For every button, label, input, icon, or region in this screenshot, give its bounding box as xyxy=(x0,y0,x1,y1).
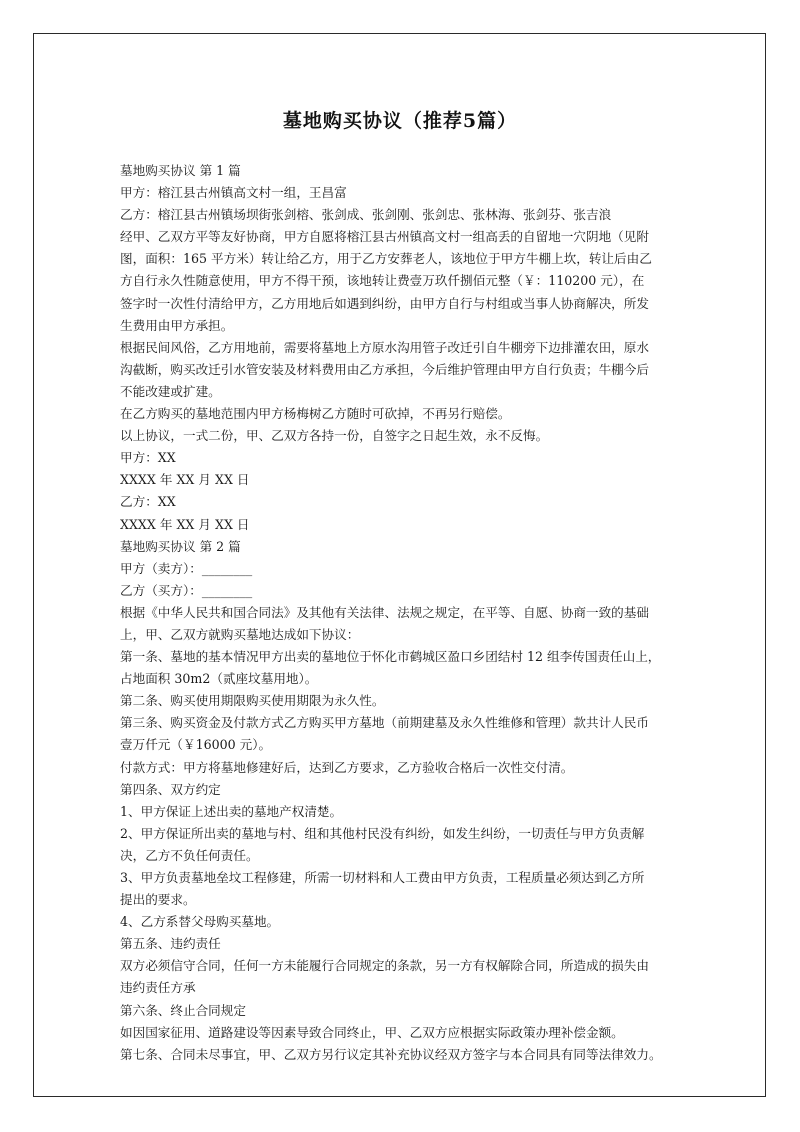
paragraph-line: 方自行永久性随意使用，甲方不得干预，该地转让费壹万玖仟捌佰元整（￥：110200 元），在 xyxy=(120,273,645,289)
document-title: 墓地购买协议（推荐5篇） xyxy=(282,110,518,132)
clause-line: 4、乙方系替父母购买墓地。 xyxy=(120,914,280,930)
paragraph-line: 图，面积：165 平方米）转让给乙方，用于乙方安葬老人，该地位于甲方牛棚上坎，转让后由乙 xyxy=(120,251,652,267)
clause-line: 壹万仟元（￥16000 元）。 xyxy=(120,737,272,753)
clause-line: 违约责任方承 xyxy=(120,980,196,996)
clause-line: 占地面积 30m2（贰座坟墓用地）。 xyxy=(120,671,318,687)
paragraph-line: 上，甲、乙双方就购买墓地达成如下协议： xyxy=(120,626,360,642)
clause-line: 第四条、双方约定 xyxy=(120,781,221,797)
paragraph-line: 以上协议，一式二份，甲、乙双方各持一份，自签字之日起生效，永不反悔。 xyxy=(120,428,549,444)
clause-line: 3、甲方负责墓地垒坟工程修建，所需一切材料和人工费由甲方负责，工程质量必须达到乙方所 xyxy=(120,870,645,885)
article-1-heading: 墓地购买协议 第 1 篇 xyxy=(120,163,241,178)
clause-line: 第六条、终止合同规定 xyxy=(120,1002,246,1018)
paragraph-line: 不能改建或扩建。 xyxy=(120,383,221,399)
clause-line: 第三条、购买资金及付款方式乙方购买甲方墓地（前期建墓及永久性维修和管理）款共计人民币 xyxy=(120,715,649,731)
paragraph-line: 甲方：榕江县古州镇高文村一组，王昌富 xyxy=(120,185,347,201)
paragraph-line: 根据《中华人民共和国合同法》及其他有关法律、法规之规定，在平等、自愿、协商一致的基础 xyxy=(120,604,649,620)
paragraph-line: 经甲、乙双方平等友好协商，甲方自愿将榕江县古州镇高文村一组高丢的自留地一穴阴地（见附 xyxy=(120,229,649,245)
clause-line: 提出的要求。 xyxy=(120,892,196,908)
date-line: XXXX 年 XX 月 XX 日 xyxy=(120,516,250,532)
document-body xyxy=(120,160,688,1066)
paragraph-line: 在乙方购买的墓地范围内甲方杨梅树乙方随时可砍掉，不再另行赔偿。 xyxy=(120,406,511,422)
signature-line: 乙方：XX xyxy=(120,494,176,510)
clause-line: 2、甲方保证所出卖的墓地与村、组和其他村民没有纠纷，如发生纠纷，一切责任与甲方负责解 xyxy=(120,825,645,841)
clause-line: 付款方式：甲方将墓地修建好后，达到乙方要求，乙方验收合格后一次性交付清。 xyxy=(120,759,574,775)
clause-line: 双方必须信守合同，任何一方未能履行合同规定的条款，另一方有权解除合同，所造成的损失由 xyxy=(120,958,649,974)
paragraph-line: 生费用由甲方承担。 xyxy=(120,317,234,333)
party-line: 乙方（买方）：________ xyxy=(120,582,253,598)
clause-line: 1、甲方保证上述出卖的墓地产权清楚。 xyxy=(120,803,343,819)
paragraph-line: 沟截断，购买改迁引水管安装及材料费用由乙方承担，今后维护管理由甲方自行负责；牛棚今后 xyxy=(120,361,649,377)
signature-line: 甲方：XX xyxy=(120,450,176,466)
clause-line: 决，乙方不负任何责任。 xyxy=(120,847,259,863)
party-line: 甲方（卖方）：________ xyxy=(120,560,253,576)
clause-line: 第七条、合同未尽事宜，甲、乙双方另行议定其补充协议经双方签字与本合同具有同等法律效力。 xyxy=(120,1046,662,1062)
clause-line: 如因国家征用、道路建设等因素导致合同终止，甲、乙双方应根据实际政策办理补偿金额。 xyxy=(120,1024,624,1040)
paragraph-line: 根据民间风俗，乙方用地前，需要将墓地上方原水沟用管子改迁引自牛棚旁下边排灌农田，原水 xyxy=(120,339,649,355)
date-line: XXXX 年 XX 月 XX 日 xyxy=(120,472,250,488)
article-2-heading: 墓地购买协议 第 2 篇 xyxy=(120,538,241,554)
clause-line: 第二条、购买使用期限购买使用期限为永久性。 xyxy=(120,693,385,709)
clause-line: 第一条、墓地的基本情况甲方出卖的墓地位于怀化市鹤城区盈口乡团结村 12 组李传国责任山上， xyxy=(120,649,661,665)
paragraph-line: 乙方：榕江县古州镇场坝街张剑榕、张剑成、张剑刚、张剑忠、张林海、张剑芬、张吉浪 xyxy=(120,207,612,223)
paragraph-line: 签字时一次性付清给甲方，乙方用地后如遇到纠纷，由甲方自行与村组或当事人协商解决，所发 xyxy=(120,295,649,311)
clause-line: 第五条、违约责任 xyxy=(120,936,221,952)
